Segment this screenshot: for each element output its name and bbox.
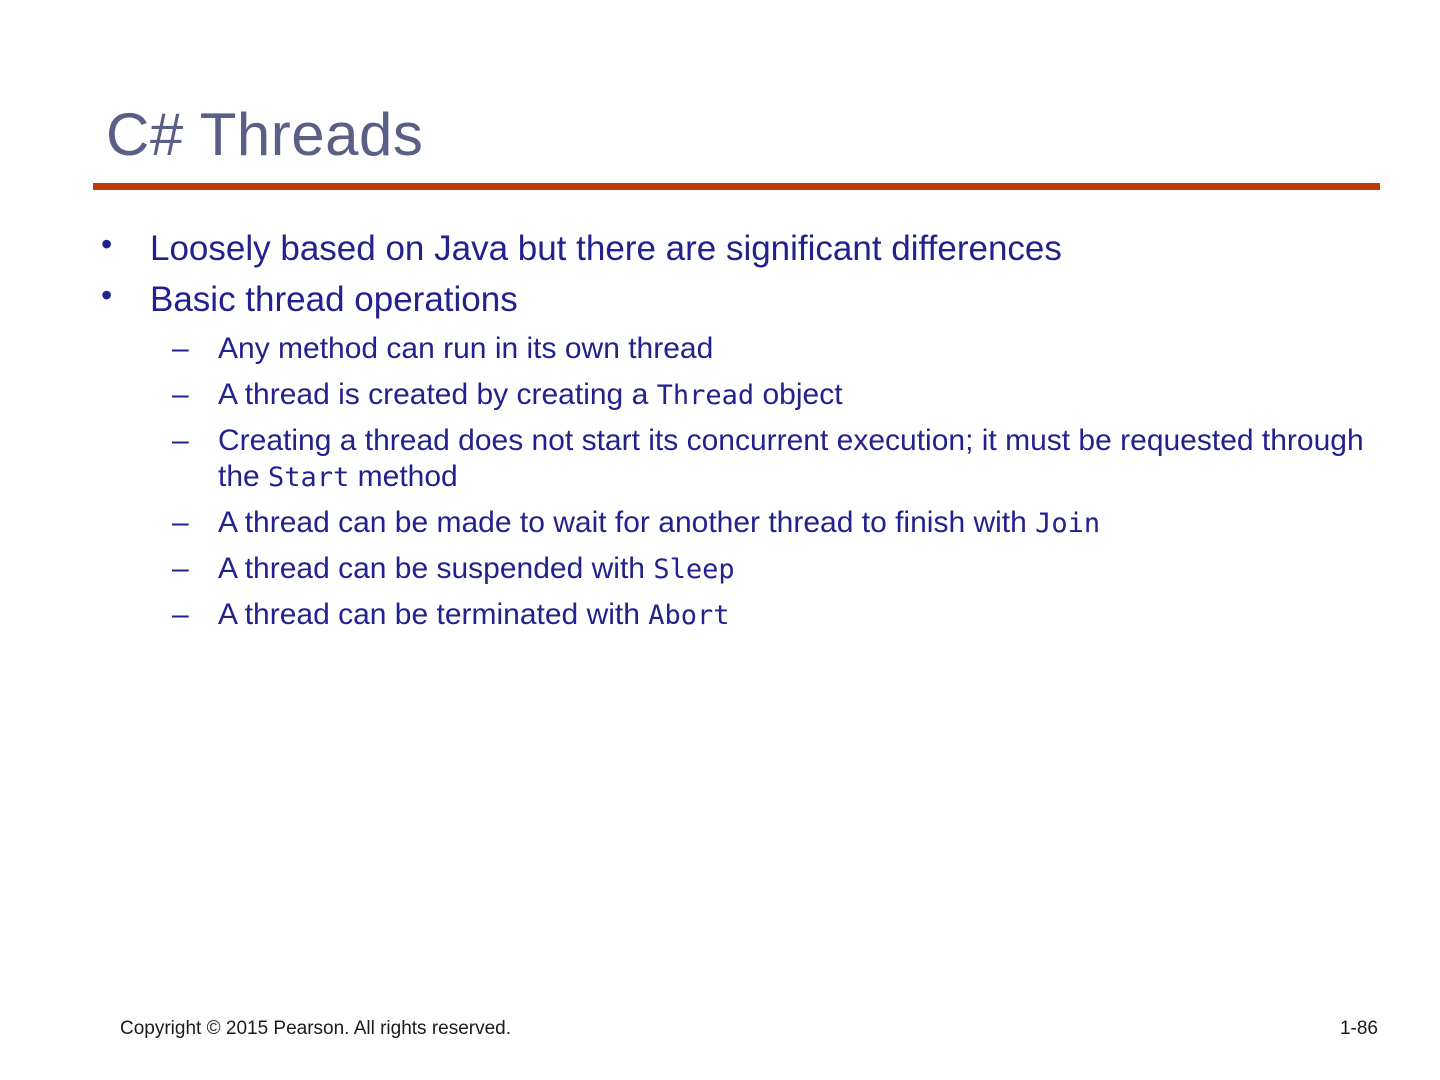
bullet-item-level2 — [93, 597, 1373, 633]
bullet-text — [218, 424, 1364, 493]
slide-body — [93, 228, 1373, 643]
code-term: Start — [268, 461, 350, 493]
text-run: method — [349, 459, 458, 493]
code-term: Join — [1035, 507, 1101, 539]
footer-slide-number: 1-86 — [1339, 1018, 1378, 1039]
bullet-text — [218, 506, 1100, 539]
bullet-item-level2 — [93, 505, 1373, 541]
bullet-text — [218, 332, 713, 365]
bullet-marker-icon: • — [101, 277, 113, 314]
title-divider — [93, 183, 1380, 190]
code-term: Sleep — [653, 553, 735, 585]
bullet-marker-icon: • — [101, 226, 113, 262]
text-run: A thread can be made to wait for another thread to finish with — [218, 505, 1036, 539]
bullet-text — [150, 280, 518, 319]
text-run: Loosely based on Java but there are significant differences — [150, 229, 1062, 268]
code-term: Abort — [648, 599, 730, 631]
text-run: Creating a thread does not start its concurrent execution; it must be requested through the — [218, 423, 1364, 493]
bullet-item-level1 — [93, 279, 1373, 320]
bullet-item-level2 — [93, 423, 1373, 495]
text-run: Any method can run in its own thread — [218, 331, 714, 365]
dash-marker-icon: – — [172, 551, 189, 585]
text-run: A thread can be suspended with — [218, 551, 654, 585]
dash-marker-icon: – — [172, 505, 189, 539]
bullet-text — [150, 229, 1062, 268]
dash-marker-icon: – — [172, 331, 189, 365]
bullet-text — [218, 552, 735, 585]
footer-copyright: Copyright © 2015 Pearson. All rights reserved. — [120, 1018, 512, 1039]
bullet-item-level2 — [93, 551, 1373, 587]
bullet-item-level1 — [93, 228, 1373, 269]
bullet-item-level2 — [93, 377, 1373, 413]
dash-marker-icon: – — [172, 423, 189, 457]
bullet-text — [218, 378, 843, 411]
bullet-text — [218, 598, 730, 631]
text-run: object — [754, 377, 843, 411]
text-run: A thread can be terminated with — [218, 597, 649, 631]
text-run: Basic thread operations — [150, 280, 518, 320]
bullet-item-level2 — [93, 331, 1373, 367]
dash-marker-icon: – — [172, 377, 189, 411]
dash-marker-icon: – — [172, 597, 189, 631]
page-title: C# Threads — [106, 101, 424, 169]
text-run: A thread is created by creating a — [218, 377, 657, 411]
code-term: Thread — [656, 379, 755, 411]
